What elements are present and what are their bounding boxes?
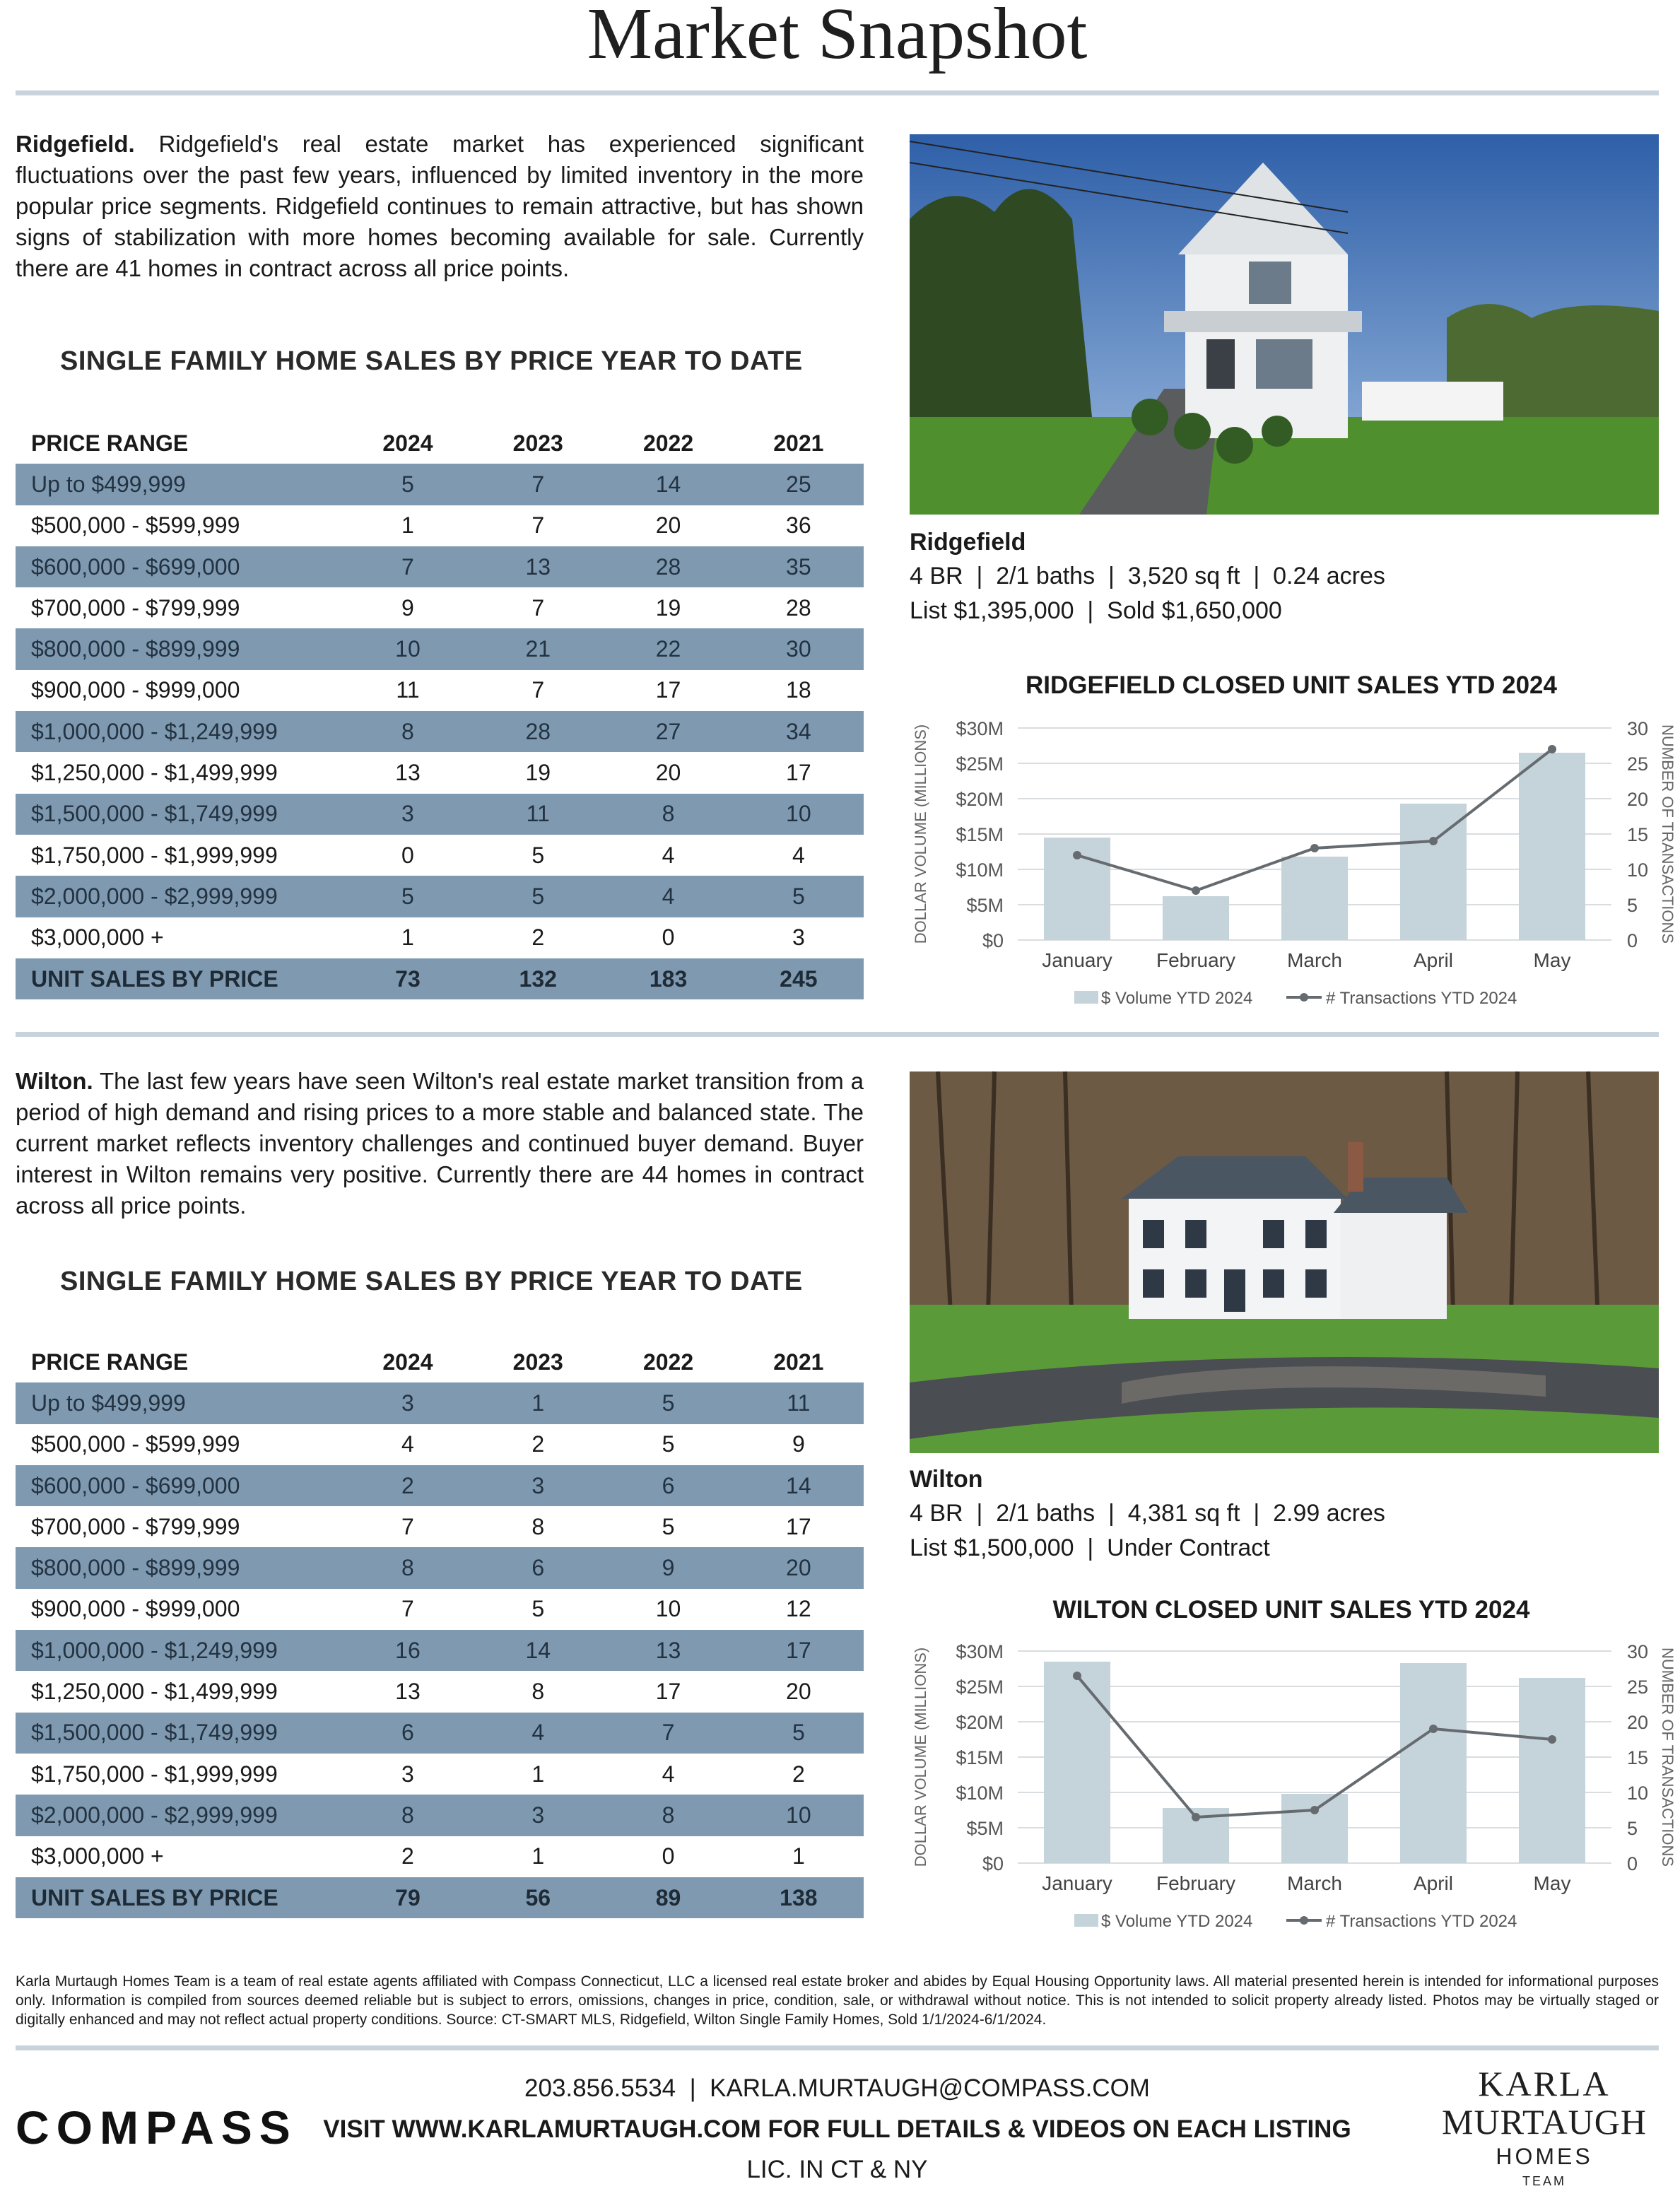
total-cell-2021: 245 (734, 958, 864, 999)
count-cell-2021: 14 (734, 1465, 864, 1506)
count-cell-2022: 10 (655, 1596, 681, 1622)
price-range-cell: $1,750,000 - $1,999,999 (31, 1761, 278, 1787)
ridgefield-chart-title: RIDGEFIELD CLOSED UNIT SALES YTD 2024 (1026, 671, 1557, 699)
price-range-cell: $1,250,000 - $1,499,999 (31, 1679, 278, 1705)
bar-volume-march (1281, 1794, 1348, 1863)
table-row (16, 1795, 864, 1836)
table-row (16, 1754, 864, 1795)
x-tick-label: May (1533, 949, 1571, 971)
y-tick-label: $20M (956, 1712, 1004, 1733)
count-cell-2024: 8 (343, 1547, 473, 1588)
y-axis-title: DOLLAR VOLUME (MILLIONS) (912, 1647, 929, 1867)
price-range-cell: Up to $499,999 (16, 1382, 343, 1423)
y2-tick-label: 20 (1627, 1712, 1649, 1733)
count-cell-2021: 30 (734, 628, 864, 669)
x-tick-label: January (1042, 949, 1112, 971)
price-range-cell: $1,000,000 - $1,249,999 (16, 711, 343, 752)
price-range-cell: $1,500,000 - $1,749,999 (16, 794, 343, 835)
table-header-row (16, 423, 864, 464)
ridgefield-listing-photo (910, 134, 1659, 515)
legend-swatch-volume (1074, 991, 1098, 1004)
y2-tick-label: 30 (1627, 1641, 1649, 1662)
count-cell-2021: 20 (734, 1547, 864, 1588)
count-cell-2022: 17 (655, 1679, 681, 1705)
table-row (16, 1671, 864, 1712)
total-cell-2021: 138 (734, 1877, 864, 1918)
y2-tick-label: 15 (1627, 824, 1649, 845)
license-line: LIC. IN CT & NY (746, 2156, 928, 2183)
count-cell-2022: 4 (603, 876, 733, 917)
count-cell-2021: 5 (734, 1713, 864, 1754)
y2-axis-title: NUMBER OF TRANSACTIONS (1659, 724, 1676, 944)
table-row (16, 1465, 864, 1506)
x-tick-label: April (1413, 949, 1454, 971)
count-cell-2023: 5 (531, 1596, 545, 1622)
count-cell-2023: 5 (531, 842, 545, 868)
table-row (16, 587, 864, 628)
count-cell-2024: 7 (401, 1596, 414, 1622)
count-cell-2021: 28 (786, 594, 811, 621)
count-cell-2023: 8 (531, 1513, 545, 1539)
y2-tick-label: 25 (1627, 753, 1649, 775)
price-range-cell: $500,000 - $599,999 (31, 1431, 240, 1457)
count-cell-2021: 2 (792, 1761, 805, 1787)
ridgefield-price-table (16, 423, 864, 999)
count-cell-2022: 17 (655, 677, 681, 703)
table-row (16, 1424, 864, 1465)
col-header-2023: 2023 (512, 430, 563, 456)
x-tick-label: March (1287, 1872, 1342, 1894)
count-cell-2022: 4 (662, 842, 675, 868)
wilton-intro (16, 1066, 864, 1221)
y2-tick-label: 0 (1627, 930, 1638, 951)
wilton-table-title: SINGLE FAMILY HOME SALES BY PRICE YEAR TO DATE (60, 1267, 803, 1296)
count-cell-2024: 5 (343, 464, 473, 505)
legend-marker-transactions (1300, 1916, 1308, 1925)
section-divider (16, 1032, 1659, 1037)
x-tick-label: January (1042, 1872, 1112, 1894)
y2-tick-label: 20 (1627, 789, 1649, 810)
x-tick-label: February (1156, 1872, 1236, 1894)
y2-tick-label: 10 (1627, 1783, 1649, 1804)
bar-volume-february (1163, 896, 1229, 940)
count-cell-2024: 0 (401, 842, 414, 868)
count-cell-2023: 2 (531, 1431, 545, 1457)
y-tick-label: $15M (956, 1747, 1004, 1768)
y-axis-title: DOLLAR VOLUME (MILLIONS) (912, 724, 929, 944)
x-tick-label: March (1287, 949, 1342, 971)
price-range-cell: $1,000,000 - $1,249,999 (16, 1630, 343, 1671)
total-label-cell: UNIT SALES BY PRICE (16, 958, 343, 999)
count-cell-2024: 10 (343, 628, 473, 669)
count-cell-2022: 20 (655, 760, 681, 786)
ridgefield-intro (16, 129, 864, 284)
wilton-town-label: Wilton. (16, 1068, 93, 1094)
ridgefield-town-label: Ridgefield. (16, 131, 135, 157)
y2-axis-title: NUMBER OF TRANSACTIONS (1659, 1647, 1676, 1867)
count-cell-2024: 8 (343, 1795, 473, 1836)
table-row (16, 794, 864, 835)
count-cell-2022: 7 (603, 1713, 733, 1754)
y-tick-label: $30M (956, 1641, 1004, 1662)
ridgefield-listing-price: List $1,395,000 | Sold $1,650,000 (910, 597, 1282, 624)
count-cell-2024: 3 (343, 1382, 473, 1423)
total-row (16, 1877, 864, 1918)
price-range-cell: $1,250,000 - $1,499,999 (31, 760, 278, 786)
count-cell-2022: 4 (662, 1761, 675, 1787)
ridgefield-closed-sales-chart (905, 714, 1676, 1018)
count-cell-2023: 7 (531, 677, 545, 703)
legend-swatch-volume (1074, 1914, 1098, 1927)
count-cell-2021: 17 (734, 1630, 864, 1671)
table-row (16, 876, 864, 917)
count-cell-2023: 2 (531, 924, 545, 951)
price-range-cell: $500,000 - $599,999 (31, 512, 240, 539)
y2-tick-label: 10 (1627, 859, 1649, 881)
price-range-cell: $800,000 - $899,999 (16, 1547, 343, 1588)
wilton-listing-photo (910, 1071, 1659, 1453)
count-cell-2024: 1 (401, 512, 414, 539)
count-cell-2021: 5 (734, 876, 864, 917)
count-cell-2023: 1 (531, 1843, 545, 1869)
point-transactions-january (1073, 851, 1081, 859)
legend-label-transactions: # Transactions YTD 2024 (1326, 1912, 1517, 1931)
y-tick-label: $30M (956, 718, 1004, 739)
table-row (16, 505, 864, 546)
count-cell-2021: 34 (734, 711, 864, 752)
count-cell-2024: 2 (343, 1465, 473, 1506)
legend-marker-transactions (1300, 993, 1308, 1002)
total-cell-2022: 183 (603, 958, 733, 999)
x-tick-label: February (1156, 949, 1236, 971)
ridgefield-table-title: SINGLE FAMILY HOME SALES BY PRICE YEAR TO DATE (60, 346, 803, 376)
count-cell-2023: 21 (473, 628, 603, 669)
bar-volume-april (1400, 1663, 1467, 1863)
count-cell-2021: 1 (792, 1843, 805, 1869)
count-cell-2023: 6 (473, 1547, 603, 1588)
table-row (16, 546, 864, 587)
col-header-2024: 2024 (382, 1349, 433, 1375)
ridgefield-listing-name: Ridgefield (910, 529, 1026, 556)
karla-murtaugh-logo-line1: KARLA (1478, 2064, 1611, 2103)
compass-logo: COMPASS (16, 2101, 298, 2154)
count-cell-2023: 13 (473, 546, 603, 587)
count-cell-2024: 2 (401, 1843, 414, 1869)
karla-murtaugh-logo-line2: MURTAUGH (1442, 2102, 1647, 2142)
count-cell-2024: 13 (395, 1679, 421, 1705)
count-cell-2024: 11 (396, 677, 420, 703)
count-cell-2023: 5 (473, 876, 603, 917)
wilton-listing-details: 4 BR | 2/1 baths | 4,381 sq ft | 2.99 acres (910, 1500, 1385, 1527)
x-tick-label: May (1533, 1872, 1571, 1894)
footer-divider (16, 2045, 1659, 2050)
bar-volume-january (1044, 1662, 1110, 1863)
price-range-cell: $900,000 - $999,000 (31, 677, 240, 703)
price-range-cell: $700,000 - $799,999 (31, 594, 240, 621)
legend-label-volume: $ Volume YTD 2024 (1101, 989, 1253, 1008)
contact-line: 203.856.5534 | KARLA.MURTAUGH@COMPASS.COM (524, 2074, 1150, 2102)
top-divider (16, 90, 1659, 95)
price-range-cell: $1,500,000 - $1,749,999 (16, 1713, 343, 1754)
count-cell-2021: 10 (734, 1795, 864, 1836)
col-header-2021: 2021 (773, 430, 824, 456)
table-row (16, 1630, 864, 1671)
y-tick-label: $5M (966, 895, 1004, 916)
total-cell-2024: 79 (343, 1877, 473, 1918)
price-range-cell: $1,750,000 - $1,999,999 (31, 842, 278, 868)
count-cell-2023: 4 (473, 1713, 603, 1754)
y-tick-label: $0 (982, 1853, 1004, 1874)
price-range-cell: Up to $499,999 (16, 464, 343, 505)
legend-label-transactions: # Transactions YTD 2024 (1326, 989, 1517, 1008)
table-row (16, 1506, 864, 1547)
wilton-intro-text: The last few years have seen Wilton's real estate market transition from a period of high demand and rising prices to a more stable and balanced state. The current market reflects inventory challenges and continued buyer demand. Buyer interest in Wilton remains very positive. Currently there are 44 homes in contract across all price points. (16, 1068, 864, 1219)
wilton-chart-title: WILTON CLOSED UNIT SALES YTD 2024 (1052, 1596, 1530, 1623)
y2-tick-label: 25 (1627, 1677, 1649, 1698)
price-range-cell: $800,000 - $899,999 (16, 628, 343, 669)
count-cell-2024: 1 (401, 924, 414, 951)
point-transactions-may (1548, 745, 1556, 753)
count-cell-2024: 3 (343, 794, 473, 835)
count-cell-2022: 0 (662, 924, 675, 951)
disclaimer-text: Karla Murtaugh Homes Team is a team of real estate agents affiliated with Compass Connecticut, LLC a licensed real estate broker and abides by Equal Housing Opportunity laws. All material presented herein is intended for informational purposes only. Information is compiled from sources deemed reliable but is subject to errors, omissions, changes in price, condition, sale, or withdrawal without notice. This is not intended to solicit property already listed. Photos may be virtually staged or digitally enhanced and may not reflect actual property conditions. Source: CT-SMART MLS, Ridgefield, Wilton Single Family Homes, Sold 1/1/2024-6/1/2024. (16, 1973, 1659, 2028)
count-cell-2023: 8 (531, 1679, 545, 1705)
point-transactions-march (1310, 1806, 1319, 1814)
count-cell-2024: 5 (343, 876, 473, 917)
table-row (16, 1382, 864, 1423)
count-cell-2024: 3 (401, 1761, 414, 1787)
price-range-cell: $700,000 - $799,999 (31, 1513, 240, 1539)
count-cell-2021: 35 (734, 546, 864, 587)
table-row (16, 628, 864, 669)
count-cell-2021: 25 (734, 464, 864, 505)
count-cell-2024: 16 (343, 1630, 473, 1671)
count-cell-2022: 27 (603, 711, 733, 752)
price-range-cell: $3,000,000 + (31, 1843, 164, 1869)
table-row (16, 711, 864, 752)
table-row (16, 1713, 864, 1754)
price-range-cell: $2,000,000 - $2,999,999 (16, 876, 343, 917)
count-cell-2022: 0 (662, 1843, 675, 1869)
y-tick-label: $25M (956, 753, 1004, 775)
count-cell-2022: 20 (655, 512, 681, 539)
y2-tick-label: 0 (1627, 1853, 1638, 1874)
count-cell-2021: 12 (786, 1596, 811, 1622)
count-cell-2022: 14 (603, 464, 733, 505)
wilton-closed-sales-chart (905, 1637, 1676, 1941)
total-cell-2023: 132 (473, 958, 603, 999)
y-tick-label: $0 (982, 930, 1004, 951)
count-cell-2022: 13 (603, 1630, 733, 1671)
count-cell-2022: 6 (603, 1465, 733, 1506)
y-tick-label: $10M (956, 1783, 1004, 1804)
price-range-cell: $3,000,000 + (31, 924, 164, 951)
karla-murtaugh-logo-line3: HOMES (1496, 2144, 1593, 2169)
total-cell-2023: 56 (473, 1877, 603, 1918)
y2-tick-label: 15 (1627, 1747, 1649, 1768)
count-cell-2023: 7 (473, 464, 603, 505)
total-label-cell: UNIT SALES BY PRICE (16, 1877, 343, 1918)
point-transactions-april (1429, 1725, 1438, 1733)
count-cell-2024: 13 (395, 760, 421, 786)
count-cell-2021: 36 (786, 512, 811, 539)
total-row (16, 958, 864, 999)
karla-murtaugh-logo-line4: TEAM (1522, 2174, 1566, 2188)
table-row (16, 1547, 864, 1588)
count-cell-2022: 22 (603, 628, 733, 669)
count-cell-2022: 28 (603, 546, 733, 587)
count-cell-2023: 14 (473, 1630, 603, 1671)
count-cell-2021: 9 (792, 1431, 805, 1457)
legend-label-volume: $ Volume YTD 2024 (1101, 1912, 1253, 1931)
wilton-house-image (910, 1071, 1659, 1453)
count-cell-2024: 4 (401, 1431, 414, 1457)
count-cell-2024: 9 (401, 594, 414, 621)
wilton-price-table (16, 1341, 864, 1918)
y-tick-label: $25M (956, 1677, 1004, 1698)
count-cell-2024: 7 (401, 1513, 414, 1539)
count-cell-2023: 1 (473, 1382, 603, 1423)
bar-volume-may (1519, 753, 1585, 940)
point-transactions-february (1192, 886, 1200, 895)
count-cell-2021: 10 (734, 794, 864, 835)
count-cell-2021: 20 (786, 1679, 811, 1705)
y2-tick-label: 5 (1627, 1818, 1638, 1839)
y-tick-label: $20M (956, 789, 1004, 810)
count-cell-2022: 19 (655, 594, 681, 621)
count-cell-2023: 7 (531, 594, 545, 621)
count-cell-2023: 11 (473, 794, 603, 835)
count-cell-2022: 9 (603, 1547, 733, 1588)
bar-volume-march (1281, 857, 1348, 940)
count-cell-2024: 6 (343, 1713, 473, 1754)
total-cell-2022: 89 (603, 1877, 733, 1918)
col-header-2021: 2021 (773, 1349, 824, 1375)
count-cell-2021: 11 (734, 1382, 864, 1423)
page-title: Market Snapshot (587, 0, 1088, 74)
count-cell-2021: 18 (786, 677, 811, 703)
point-transactions-january (1073, 1672, 1081, 1680)
bar-volume-may (1519, 1678, 1585, 1863)
price-range-cell: $2,000,000 - $2,999,999 (16, 1795, 343, 1836)
count-cell-2022: 5 (603, 1382, 733, 1423)
count-cell-2022: 5 (662, 1513, 675, 1539)
point-transactions-february (1192, 1813, 1200, 1821)
count-cell-2023: 1 (531, 1761, 545, 1787)
count-cell-2022: 8 (603, 1795, 733, 1836)
col-header-2024: 2024 (382, 430, 433, 456)
table-row (16, 835, 864, 876)
price-range-cell: $600,000 - $699,000 (16, 1465, 343, 1506)
count-cell-2023: 28 (473, 711, 603, 752)
price-range-cell: $600,000 - $699,000 (16, 546, 343, 587)
count-cell-2021: 17 (786, 760, 811, 786)
point-transactions-march (1310, 844, 1319, 852)
count-cell-2022: 8 (603, 794, 733, 835)
count-cell-2022: 5 (662, 1431, 675, 1457)
x-tick-label: April (1413, 1872, 1454, 1894)
count-cell-2023: 3 (473, 1465, 603, 1506)
wilton-listing-price: List $1,500,000 | Under Contract (910, 1534, 1270, 1561)
y-tick-label: $5M (966, 1818, 1004, 1839)
y-tick-label: $15M (956, 824, 1004, 845)
table-row (16, 917, 864, 958)
col-header-2022: 2022 (642, 430, 694, 456)
col-header-2022: 2022 (642, 1349, 694, 1375)
ridgefield-listing-details: 4 BR | 2/1 baths | 3,520 sq ft | 0.24 acres (910, 563, 1385, 589)
ridgefield-house-image (910, 134, 1659, 515)
table-row (16, 464, 864, 505)
y-tick-label: $10M (956, 859, 1004, 881)
y2-tick-label: 5 (1627, 895, 1638, 916)
count-cell-2021: 4 (792, 842, 805, 868)
count-cell-2024: 7 (343, 546, 473, 587)
col-header-price-range: PRICE RANGE (31, 430, 189, 456)
count-cell-2021: 17 (786, 1513, 811, 1539)
ridgefield-intro-text: Ridgefield's real estate market has experienced significant fluctuations over the past few years, influenced by limited inventory in the more popular price segments. Ridgefield continues to remain attractive, but has shown signs of stabilization with more homes becoming available for sale. Currently there are 41 homes in contract across all price points. (16, 131, 864, 281)
total-cell-2024: 73 (343, 958, 473, 999)
point-transactions-may (1548, 1735, 1556, 1744)
visit-website-line: VISIT WWW.KARLAMURTAUGH.COM FOR FULL DETAILS & VIDEOS ON EACH LISTING (323, 2115, 1351, 2143)
count-cell-2021: 3 (792, 924, 805, 951)
point-transactions-april (1429, 837, 1438, 845)
count-cell-2024: 8 (343, 711, 473, 752)
count-cell-2023: 7 (531, 512, 545, 539)
col-header-2023: 2023 (512, 1349, 563, 1375)
table-row (16, 752, 864, 793)
count-cell-2023: 3 (473, 1795, 603, 1836)
y2-tick-label: 30 (1627, 718, 1649, 739)
count-cell-2023: 19 (525, 760, 551, 786)
price-range-cell: $900,000 - $999,000 (31, 1596, 240, 1622)
wilton-listing-name: Wilton (910, 1466, 983, 1493)
table-row (16, 1589, 864, 1630)
table-row (16, 670, 864, 711)
col-header-price-range: PRICE RANGE (31, 1349, 189, 1375)
table-header-row (16, 1341, 864, 1382)
table-row (16, 1836, 864, 1877)
